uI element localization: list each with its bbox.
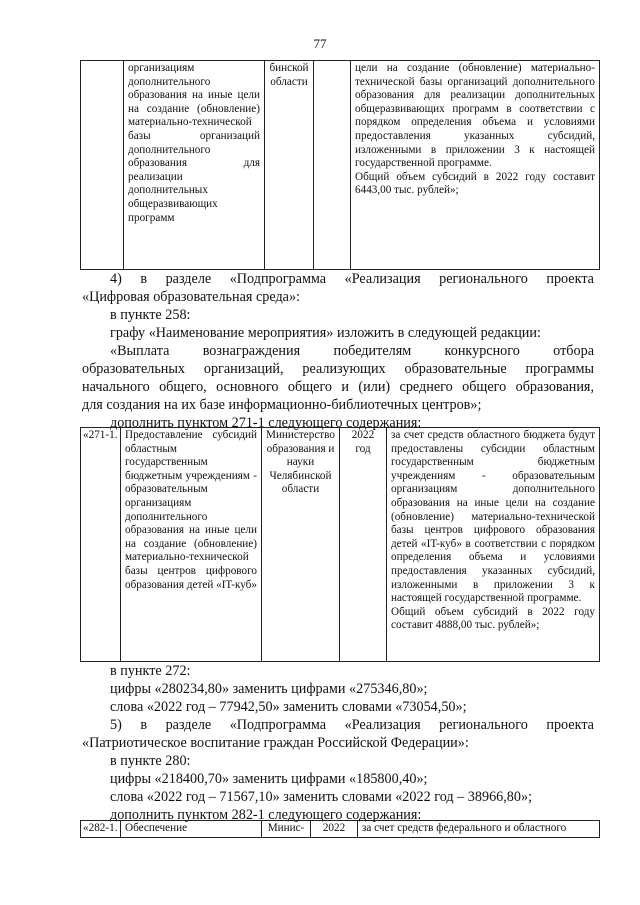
description-text: за счет средств областного бюджета будут предоставлены субсидии областным государственным бюджетным учреждениям - образовательным организациям дополнительного образования на иные цели на создание (обновление) материально-технической базы центров цифрового образования детей «IT-куб» в соответствии с порядком определения объема и условиями предоставления указанных субсидий, изложенными в приложении 3 к настоящей государственной программе.	[390, 429, 595, 605]
table-271-1	[80, 427, 600, 662]
cell-number: «282-1.	[81, 821, 121, 838]
para-quote-3: начального общего, основного общего и (или) среднего общего образования,	[82, 379, 594, 395]
table-row	[81, 61, 600, 270]
cell-description	[386, 428, 599, 662]
para-point-280: в пункте 280:	[110, 753, 191, 769]
para-numbers-272: цифры «280234,80» заменить цифрами «275346,80»;	[110, 681, 428, 697]
cell-description: за счет средств федерального и областного	[358, 821, 600, 838]
table-row	[81, 821, 600, 838]
page-number: 77	[313, 36, 327, 51]
table-282-1	[80, 820, 600, 838]
table-continuation	[80, 60, 600, 270]
cell-number	[81, 61, 124, 270]
para-quote-4: для создания на их базе информационно-библиотечных центров»;	[82, 397, 482, 413]
para-point-272: в пункте 272:	[110, 663, 191, 679]
para-add-271-1: дополнить пунктом 271-1 следующего содержания:	[110, 415, 422, 431]
description-total: Общий объем субсидий в 2022 году составит 4888,00 тыс. рублей»;	[390, 605, 595, 632]
description-total: Общий объем субсидий в 2022 году составит 6443,00 тыс. рублей»;	[355, 170, 595, 197]
para-add-282-1: дополнить пунктом 282-1 следующего содержания:	[110, 807, 422, 823]
para-column-name: графу «Наименование мероприятия» изложить в следующей редакции:	[110, 325, 541, 341]
cell-executor: Минис-	[262, 821, 311, 838]
description-text: цели на создание (обновление) материально-технической базы организаций дополнительного образования для реализации дополнительных общеразвивающих программ в соответствии с порядком определения объема и условиями предоставления указанных субсидий, изложенными в приложении 3 к настоящей государственной программе.	[355, 62, 595, 170]
para-section-4-cont: «Цифровая образовательная среда»:	[82, 289, 301, 305]
para-section-5: 5) в разделе «Подпрограмма «Реализация регионального проекта	[110, 717, 594, 733]
para-words-272: слова «2022 год – 77942,50» заменить словами «73054,50»;	[110, 699, 467, 715]
para-quote-1: «Выплата вознаграждения победителям конкурсного отбора	[110, 343, 594, 359]
cell-number: «271-1.	[81, 428, 121, 662]
para-section-5-cont: «Патриотическое воспитание граждан Российской Федерации»:	[82, 735, 469, 751]
para-numbers-280: цифры «218400,70» заменить цифрами «185800,40»;	[110, 771, 428, 787]
para-words-280: слова «2022 год – 71567,10» заменить словами «2022 год – 38966,80»;	[110, 789, 533, 805]
cell-year	[314, 61, 351, 270]
para-point-258: в пункте 258:	[110, 307, 191, 323]
para-section-4: 4) в разделе «Подпрограмма «Реализация регионального проекта	[110, 271, 594, 287]
cell-year: 2022 год	[339, 428, 386, 662]
cell-executor: бинской области	[265, 61, 314, 270]
para-quote-2: образовательных организаций, реализующих образовательные программы	[82, 361, 594, 377]
cell-name: Обеспечение	[121, 821, 262, 838]
cell-name: организациям дополнительного образования на иные цели на создание (обновление) материально-технической базы организаций дополнительного образования для реализации дополнительных общеразвивающих программ	[124, 61, 265, 270]
cell-description	[351, 61, 600, 270]
cell-name: Предоставление субсидий областным государственным бюджетным учреждениям - образовательным организациям дополнительного образования на иные цели на создание (обновление) материально-технической базы центров цифрового образования детей «IT-куб»	[121, 428, 262, 662]
table-row	[81, 428, 600, 662]
cell-executor: Министерство образования и науки Челябинской области	[262, 428, 340, 662]
cell-year: 2022	[311, 821, 358, 838]
